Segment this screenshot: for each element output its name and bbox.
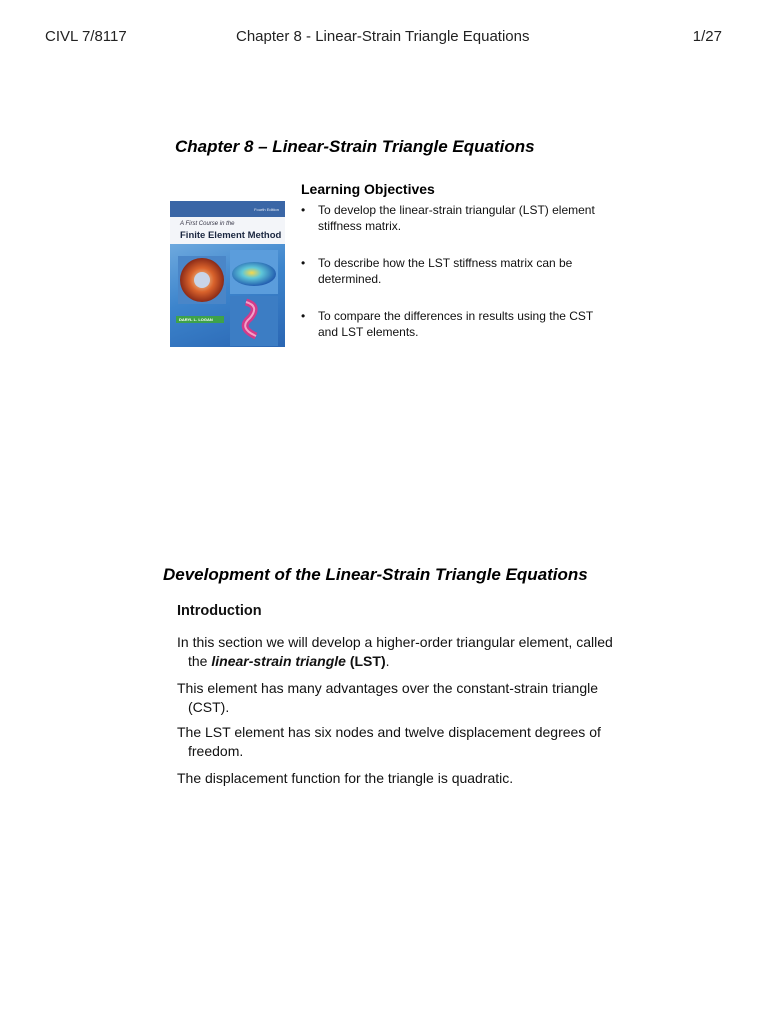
cover-edition: Fourth Edition [254,207,279,212]
list-item [301,256,601,287]
paragraph [177,633,628,671]
term-abbreviation: (LST) [349,653,386,669]
cover-subtitle: A First Course in the [180,221,235,227]
course-code: CIVL 7/8117 [45,28,127,45]
bullet-icon: • [301,256,306,270]
learning-objectives-heading: Learning Objectives [301,181,435,197]
paragraph-text: In this section we will develop a higher-order triangular element, called the [177,634,613,669]
slide-title: Chapter 8 – Linear-Strain Triangle Equations [175,137,535,156]
objective-text: To describe how the LST stiffness matrix can be determined. [318,256,573,286]
objective-text: To compare the differences in results using the CST and LST elements. [318,309,594,339]
bullet-icon: • [301,203,306,217]
cover-illustration [170,244,285,347]
term-highlight: linear-strain triangle [211,653,346,669]
objectives-list [301,203,601,362]
paragraph: The displacement function for the triangle is quadratic. [177,770,514,786]
section-heading: Introduction [177,603,262,619]
paragraph: This element has many advantages over the constant-strain triangle (CST). [177,680,599,715]
slide-title: Development of the Linear-Strain Triangle Equations [163,565,588,584]
list-item [301,203,601,234]
cover-author: DARYL L. LOGAN [179,317,213,322]
paragraph: The LST element has six nodes and twelve displacement degrees of freedom. [177,724,601,759]
list-item [301,309,601,340]
book-cover-image [170,201,285,347]
bullet-icon: • [301,309,306,323]
page-counter: 1/27 [692,28,722,45]
cover-title: Finite Element Method [180,230,282,241]
paragraph-text: . [385,653,390,669]
document-title: Chapter 8 - Linear-Strain Triangle Equations [236,28,530,45]
objective-text: To develop the linear-strain triangular (LST) element stiffness matrix. [318,203,595,233]
